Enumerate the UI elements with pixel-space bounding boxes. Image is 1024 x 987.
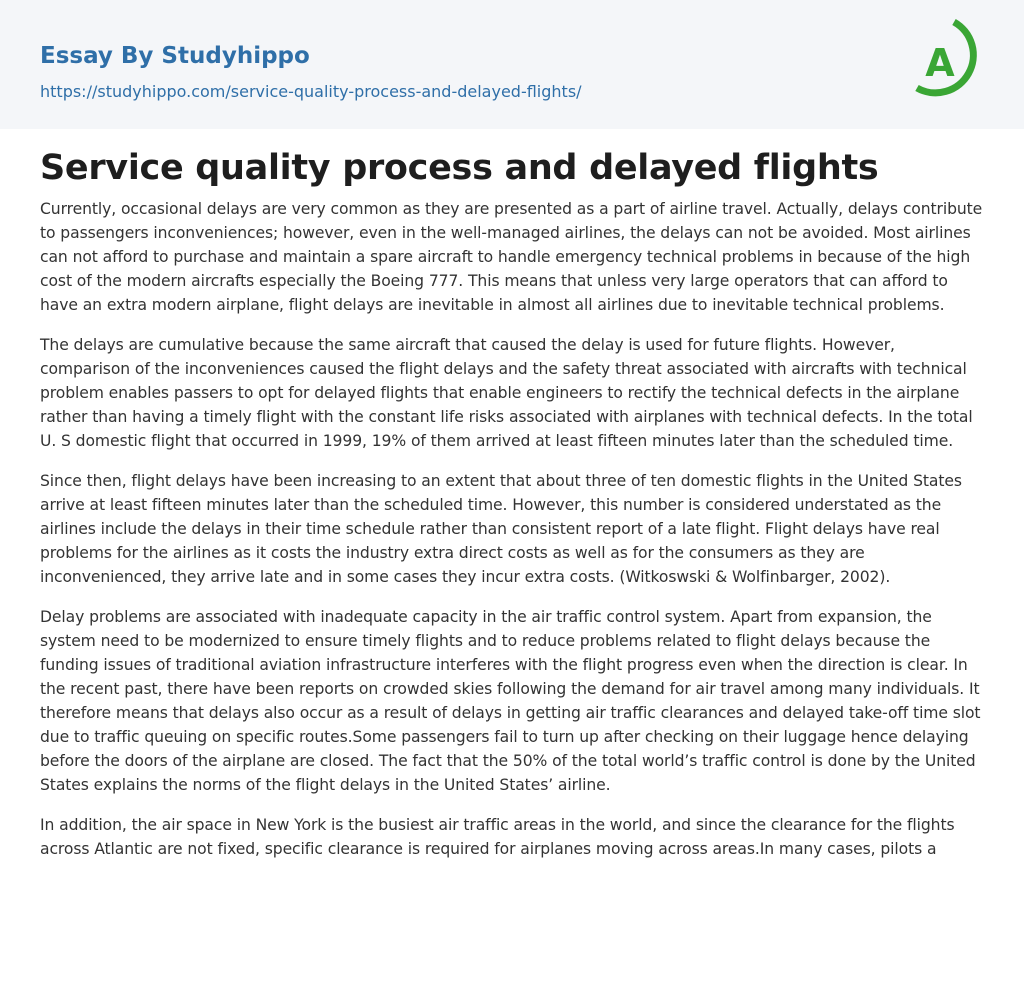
source-url-link[interactable]: https://studyhippo.com/service-quality-process-and-delayed-flights/	[40, 82, 582, 101]
page-title: Service quality process and delayed flights	[40, 148, 879, 188]
logo-letter: A	[925, 41, 955, 85]
article	[0, 147, 1024, 861]
article-paragraph: The delays are cumulative because the same aircraft that caused the delay is used for future flights. However, comparison of the inconveniences caused the flight delays and the safety threat associated with aircrafts with technical problem enables passers to opt for delayed flights that enable engineers to rectify the technical defects in the airplane rather than having a timely flight with the constant life risks associated with airplanes with technical defects. In the total U. S domestic flight that occurred in 1999, 19% of them arrived at least fifteen minutes later than the scheduled time.	[40, 336, 973, 450]
article-paragraph: Delay problems are associated with inadequate capacity in the air traffic control system. Apart from expansion, the system need to be modernized to ensure timely flights and to reduce problems related to flight delays because the funding issues of traditional aviation infrastructure interferes with the flight progress even when the direction is clear. In the recent past, there have been reports on crowded skies following the demand for air travel among many individuals. It therefore means that delays also occur as a result of delays in getting air traffic clearances and delayed take-off time slot due to traffic queuing on specific routes.Some passengers fail to turn up after checking on their luggage hence delaying before the doors of the airplane are closed. The fact that the 50% of the total world’s traffic control is done by the United States explains the norms of the flight delays in the United States’ airline.	[40, 608, 981, 794]
article-paragraph: Since then, flight delays have been increasing to an extent that about three of ten domestic flights in the United States arrive at least fifteen minutes later than the scheduled time. However, this number is considered understated as the airlines include the delays in their time schedule rather than consistent report of a late flight. Flight delays have real problems for the airlines as it costs the industry extra direct costs as well as for the consumers as they are inconvenienced, they arrive late and in some cases they incur extra costs. (Witkoswski & Wolfinbarger, 2002).	[40, 472, 962, 586]
site-header	[0, 0, 1024, 129]
studyhippo-logo-icon	[908, 16, 988, 108]
article-paragraph: In addition, the air space in New York is the busiest air traffic areas in the world, and since the clearance for the flights across Atlantic are not fixed, specific clearance is required for airplanes moving across areas.In many cases, pilots a	[40, 816, 955, 858]
article-paragraph: Currently, occasional delays are very common as they are presented as a part of airline travel. Actually, delays contribute to passengers inconveniences; however, even in the well-managed airlines, the delays can not be avoided. Most airlines can not afford to purchase and maintain a spare aircraft to handle emergency technical problems in because of the high cost of the modern aircrafts especially the Boeing 777. This means that unless very large operators that can afford to have an extra modern airplane, flight delays are inevitable in almost all airlines due to inevitable technical problems.	[40, 200, 983, 314]
brand-title: Essay By Studyhippo	[40, 43, 310, 69]
